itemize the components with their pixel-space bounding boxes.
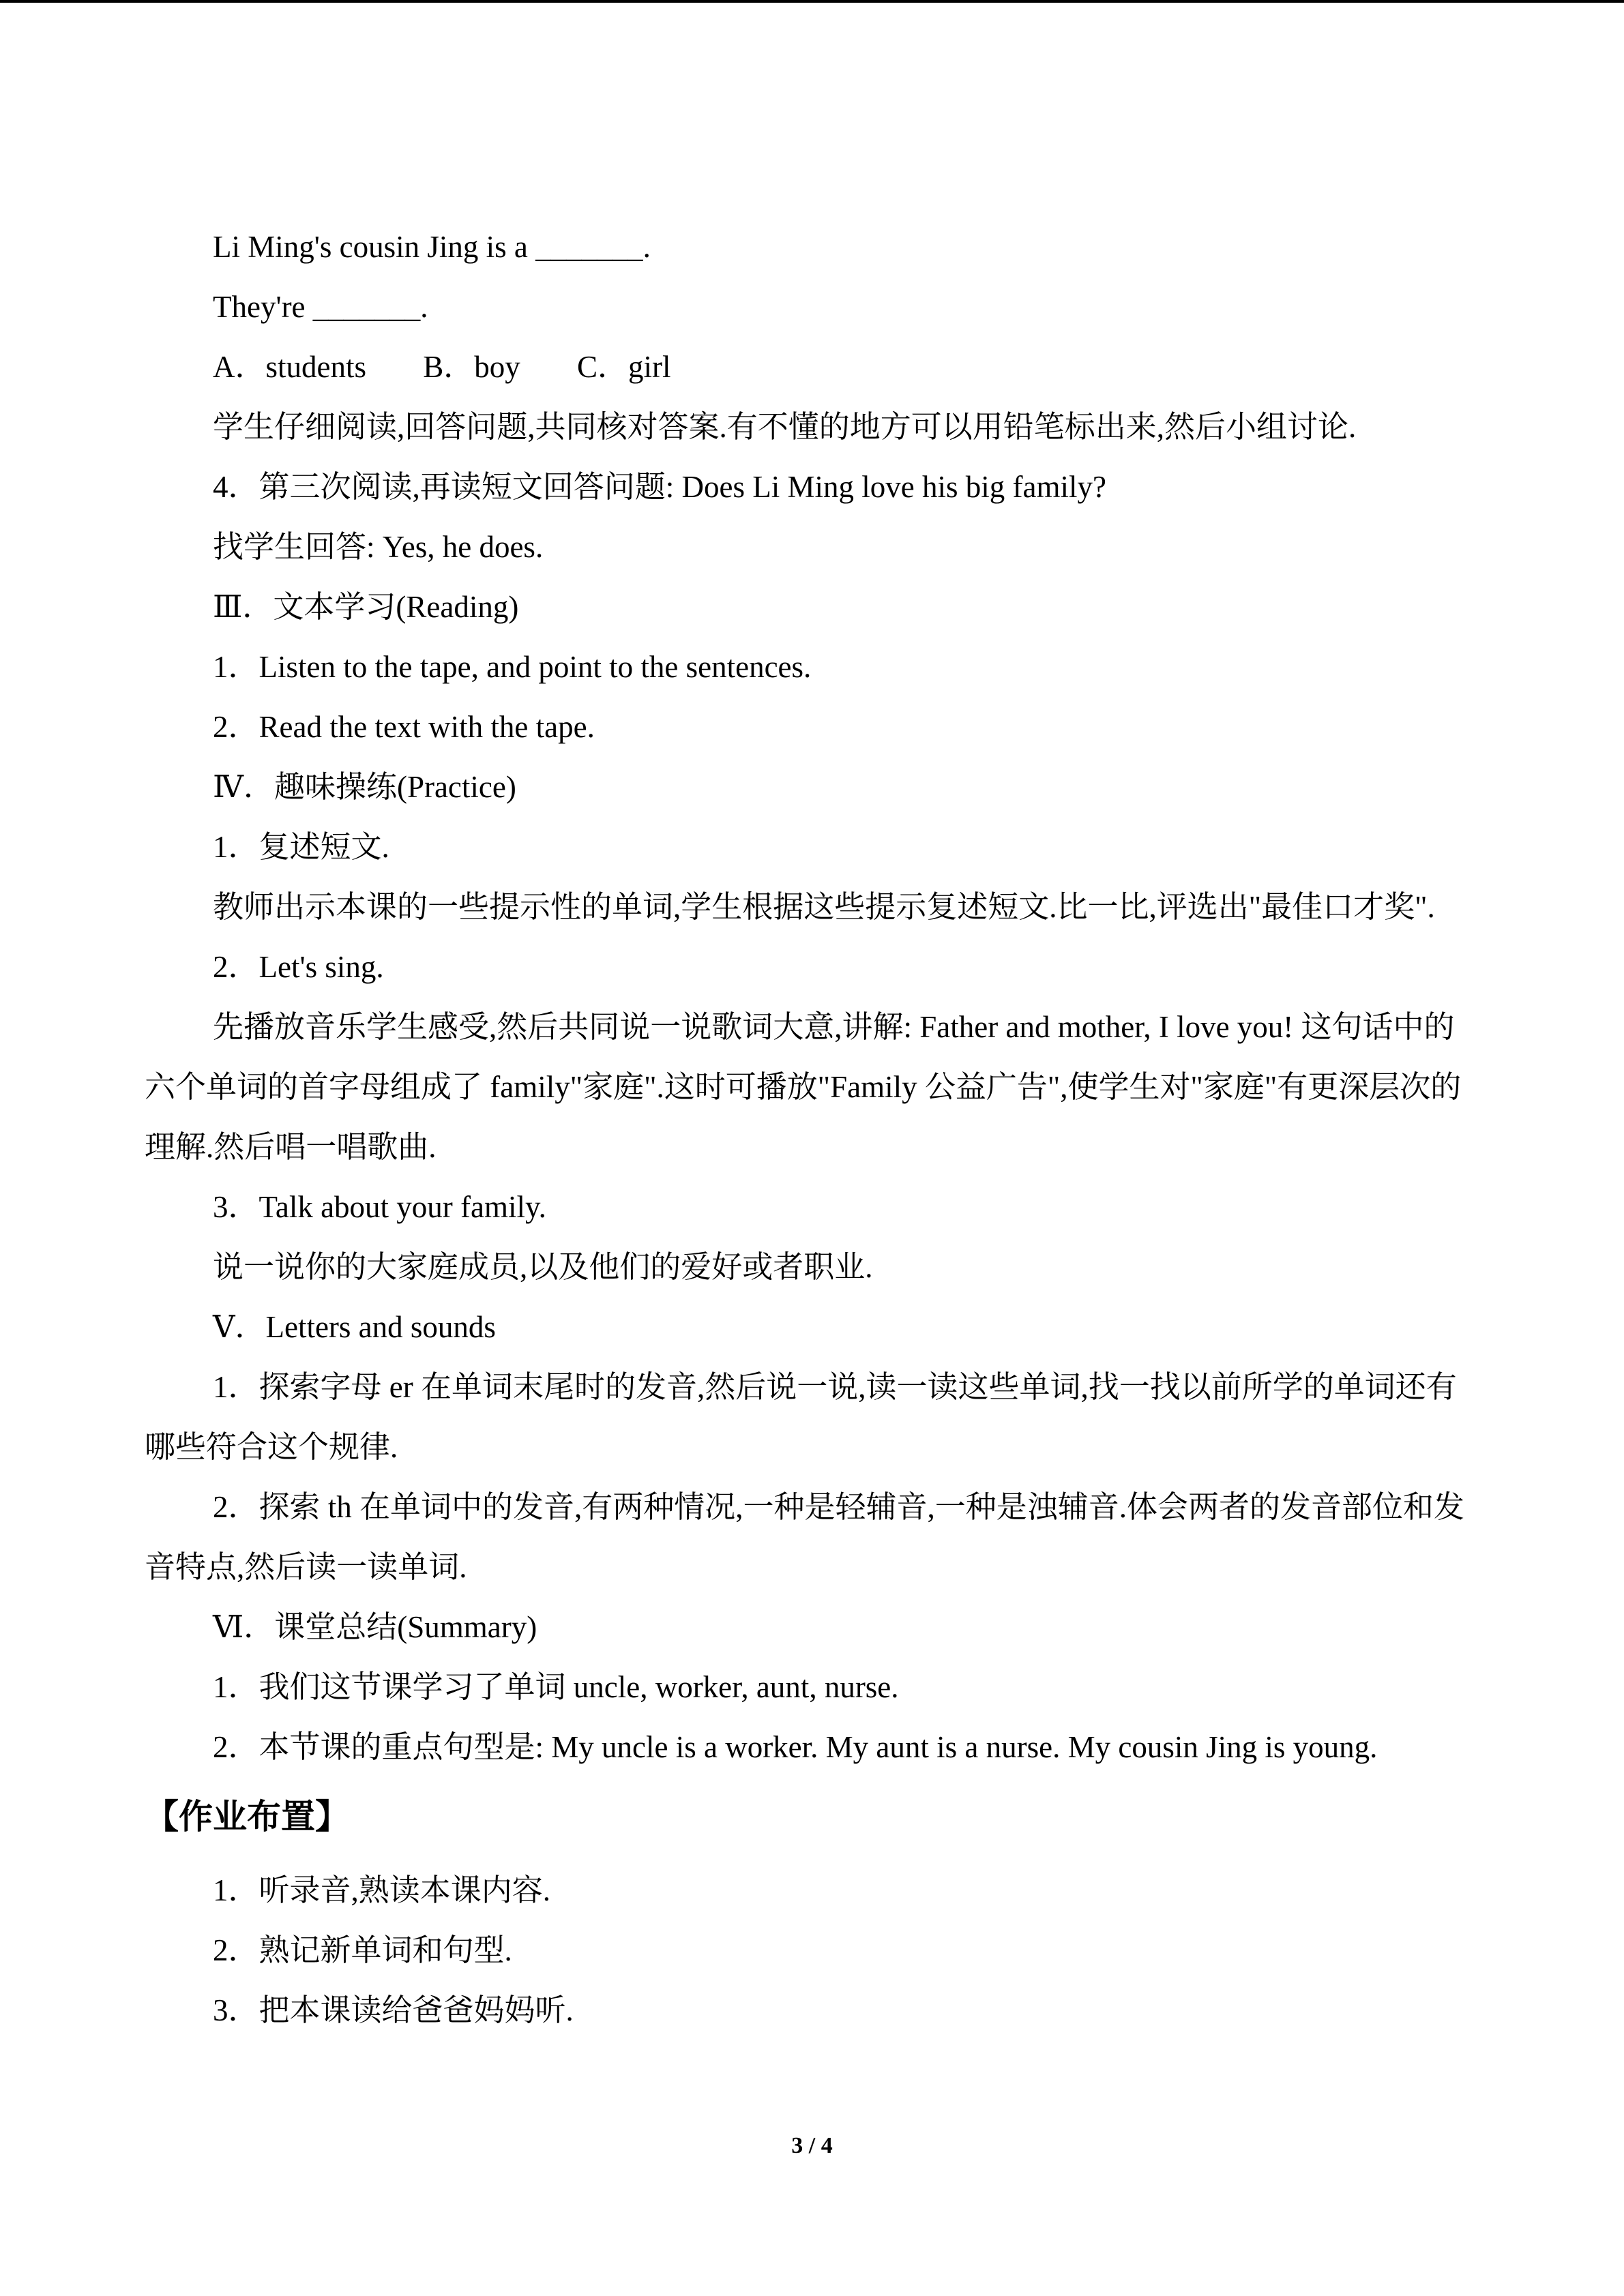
homework-item: 1．听录音,熟读本课内容. (213, 1873, 551, 1907)
text-line: 2．本节课的重点句型是: My uncle is a worker. My aunt is a nurse. My cousin Jing is young. (213, 1730, 1378, 1764)
text-line: 找学生回答: Yes, he does. (213, 530, 544, 564)
paragraph: 2．探索 th 在单词中的发音,有两种情况,一种是轻辅音,一种是浊辅音.体会两者的发音部位和发音特点,然后读一读单词. (145, 1490, 1465, 1584)
answer-options (145, 337, 1481, 397)
text-line: 1．我们这节课学习了单词 uncle, worker, aunt, nurse. (213, 1670, 899, 1704)
text-line: They're _______. (213, 290, 428, 324)
text-line: 4．第三次阅读,再读短文回答问题: Does Li Ming love his big family? (213, 470, 1106, 504)
text-line: 学生仔细阅读,回答问题,共同核对答案.有不懂的地方可以用铅笔标出来,然后小组讨论. (213, 410, 1357, 444)
text-line: 1．Listen to the tape, and point to the sentences. (213, 650, 812, 684)
paragraph: 教师出示本课的一些提示性的单词,学生根据这些提示复述短文.比一比,评选出"最佳口才奖". (213, 890, 1435, 924)
homework-heading: 【作业布置】 (145, 1797, 349, 1836)
text-line: 说一说你的大家庭成员,以及他们的爱好或者职业. (213, 1250, 873, 1284)
option-c: C．girl (577, 350, 671, 384)
text-line: 2．Let's sing. (213, 950, 384, 984)
homework-item: 3．把本课读给爸爸妈妈听. (213, 1993, 574, 2027)
text-line: 3．Talk about your family. (213, 1190, 546, 1224)
option-a: A．students (213, 350, 367, 384)
section-heading: Ⅳ．趣味操练(Practice) (213, 770, 516, 804)
page-content (145, 217, 1481, 2040)
option-b: B．boy (423, 350, 520, 384)
text-line: 2．Read the text with the tape. (213, 710, 595, 744)
top-border (0, 0, 1624, 3)
section-heading: Ⅴ．Letters and sounds (213, 1310, 496, 1344)
paragraph: 1．探索字母 er 在单词末尾时的发音,然后说一说,读一读这些单词,找一找以前所学的单词还有哪些符合这个规律. (145, 1370, 1457, 1464)
section-heading: Ⅵ．课堂总结(Summary) (213, 1610, 537, 1644)
page-number: 3 / 4 (791, 2133, 833, 2158)
section-heading: Ⅲ．文本学习(Reading) (213, 590, 519, 624)
text-line: 1．复述短文. (213, 830, 389, 864)
text-line: Li Ming's cousin Jing is a _______. (213, 230, 651, 264)
paragraph: 先播放音乐学生感受,然后共同说一说歌词大意,讲解: Father and mother, I love you! 这句话中的六个单词的首字母组成了 family"家庭".这时可播放"Family 公益广告",使学生对"家庭"有更深层次的理解.然后唱一唱歌曲. (145, 1010, 1462, 1164)
homework-item: 2．熟记新单词和句型. (213, 1933, 512, 1967)
